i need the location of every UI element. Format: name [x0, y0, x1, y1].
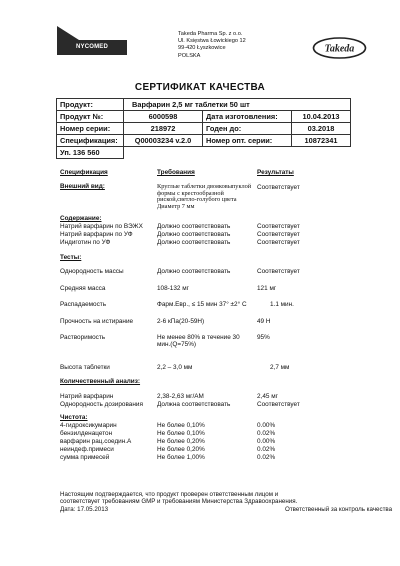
spec-value: Q00003234 v.2.0: [124, 135, 203, 147]
purity-name-1: 4-гидроксикумарин: [60, 422, 117, 429]
certification-statement: [60, 491, 393, 513]
dissolution-req-line-2: мин.(Q=75%): [157, 341, 197, 349]
made-label: Дата изготовления:: [203, 111, 292, 123]
wholesale-label: Номер опт. серии:: [203, 135, 292, 147]
expiry-value: 03.2018: [292, 123, 351, 135]
address-line-1: Takeda Pharma Sp. z o.o.: [178, 31, 243, 37]
abrasion-req: 2-6 кПа(20-59Н): [157, 318, 205, 325]
appearance-req-line-1: Круглые таблетки двояковыпуклой: [157, 183, 252, 190]
takeda-logo-text: Takeda: [324, 43, 355, 55]
dissolution-req: [157, 334, 240, 349]
product-label: Продукт:: [57, 99, 124, 111]
appearance-req-line-4: Диаметр 7 мм: [157, 202, 195, 210]
takeda-logo: [312, 37, 367, 59]
appearance-req-line-2: формы с крестообразной: [157, 189, 224, 197]
purity-result-1: 0.00%: [257, 422, 276, 429]
purity-req-3: Не более 0,20%: [157, 438, 205, 445]
purity-name-2: бензилденацетон: [60, 430, 113, 437]
appearance-label: Внешний вид:: [60, 183, 105, 190]
purity-name-4: неиндеф.примеси: [60, 446, 114, 453]
appearance-result: Соответствует: [257, 184, 300, 191]
content-name-3: Индиготин по УФ: [60, 239, 111, 246]
pack-row: [57, 147, 351, 159]
company-address: [178, 31, 246, 60]
content-result-2: Соответствует: [257, 231, 300, 238]
appearance-req-line-3: риской,светло-голубого цвета: [157, 196, 237, 204]
uniformity-name: Однородность массы: [60, 268, 124, 275]
avg-mass-result: 121 мг: [257, 285, 277, 292]
nycomed-logo-mark: [57, 26, 79, 40]
product-row: [57, 99, 351, 111]
content-req-1: Должно соответствовать: [157, 223, 231, 230]
column-header-spec: Спецификация: [60, 169, 108, 176]
appearance-requirements: [157, 184, 251, 210]
dissolution-result: 95%: [257, 334, 270, 341]
spec-label: Спецификация:: [57, 135, 124, 147]
purity-result-2: 0.02%: [257, 430, 276, 437]
issue-date: Дата: 17.05.2013: [60, 505, 109, 513]
product-no-row: [57, 111, 351, 123]
batch-label: Номер серии:: [57, 123, 124, 135]
purity-result-3: 0.00%: [257, 438, 276, 445]
uniformity-req: Должно соответствовать: [157, 268, 231, 275]
product-info-table: [56, 98, 351, 159]
address-line-4: POLSKA: [178, 52, 201, 59]
content-req-2: Должно соответствовать: [157, 231, 231, 238]
batch-value: 218972: [124, 123, 203, 135]
quant-result-2: Соответствует: [257, 401, 300, 408]
tests-label: Тесты:: [60, 254, 82, 261]
address-line-3: 99-420 Łyszkowice: [178, 45, 226, 52]
product-value: Варфарин 2,5 мг таблетки 50 шт: [124, 99, 351, 111]
purity-result-5: 0.02%: [257, 454, 276, 461]
abrasion-result: 49 Н: [257, 318, 271, 325]
purity-req-1: Не более 0,10%: [157, 422, 205, 429]
content-result-3: Соответствует: [257, 239, 300, 246]
quality-responsible: Ответственный за контроль качества: [285, 505, 393, 513]
purity-label: Чистота:: [60, 414, 88, 421]
quant-result-1: 2,45 мг: [257, 393, 278, 400]
content-name-2: Натрий варфарин по УФ: [60, 231, 133, 238]
dissolution-req-line-1: Не менее 80% в течение 30: [157, 334, 240, 341]
purity-result-4: 0.02%: [257, 446, 276, 453]
disintegration-req: Фарм.Евр., ≤ 15 мин 37° ±2° С: [157, 301, 247, 308]
address-line-2: Ul. Księstwa Łowickiego 12: [178, 38, 246, 45]
purity-req-4: Не более 0,20%: [157, 446, 205, 453]
nycomed-logo-text: NYCOMED: [75, 44, 109, 50]
purity-name-5: сумма примесей: [60, 454, 110, 461]
wholesale-value: 10872341: [292, 135, 351, 147]
quant-name-2: Однородность дозирования: [60, 401, 143, 408]
dissolution-name: Растворимость: [60, 334, 106, 341]
abrasion-name: Прочность на истирание: [60, 318, 134, 325]
expiry-label: Годен до:: [203, 123, 292, 135]
disintegration-result: 1.1 мин.: [270, 301, 294, 308]
content-label: Содержание:: [60, 215, 102, 222]
height-req: 2,2 – 3,0 мм: [157, 364, 193, 371]
purity-req-2: Не более 0,10%: [157, 430, 205, 437]
column-header-results: Результаты: [257, 169, 294, 176]
purity-req-5: Не более 1,00%: [157, 454, 205, 461]
quant-name-1: Натрий варфарин: [60, 393, 114, 400]
purity-name-3: варфарин рац.соедин.А: [60, 438, 132, 445]
height-name: Высота таблетки: [60, 364, 110, 371]
column-header-requirements: Требования: [157, 169, 195, 176]
nycomed-logo: [57, 40, 127, 55]
content-req-3: Должно соответствовать: [157, 239, 231, 246]
avg-mass-req: 108-132 мг: [157, 285, 189, 292]
avg-mass-name: Средняя масса: [60, 285, 106, 292]
quant-req-1: 2,38-2,63 мг/АМ: [157, 393, 204, 400]
batch-row: [57, 123, 351, 135]
statement-line-2: соответствует требованиям GMP и требованиям Министерства Здравоохранения.: [60, 498, 298, 506]
content-result-1: Соответствует: [257, 223, 300, 230]
content-name-1: Натрий варфарин по ВЭЖХ: [60, 223, 143, 230]
spec-row: [57, 135, 351, 147]
made-value: 10.04.2013: [292, 111, 351, 123]
uniformity-result: Соответствует: [257, 268, 300, 275]
height-result: 2,7 мм: [270, 364, 290, 371]
product-no-value: 6000598: [124, 111, 203, 123]
document-title: СЕРТИФИКАТ КАЧЕСТВА: [134, 82, 266, 93]
product-no-label: Продукт №:: [57, 111, 124, 123]
quant-label: Количественный анализ:: [60, 378, 141, 385]
disintegration-name: Распадаемость: [60, 301, 107, 308]
pack-label: Уп. 136 560: [57, 147, 124, 159]
quant-req-2: Должна соответствовать: [157, 401, 231, 408]
statement-line-1: Настоящим подтверждается, что продукт проверен ответственным лицом и: [60, 491, 279, 498]
